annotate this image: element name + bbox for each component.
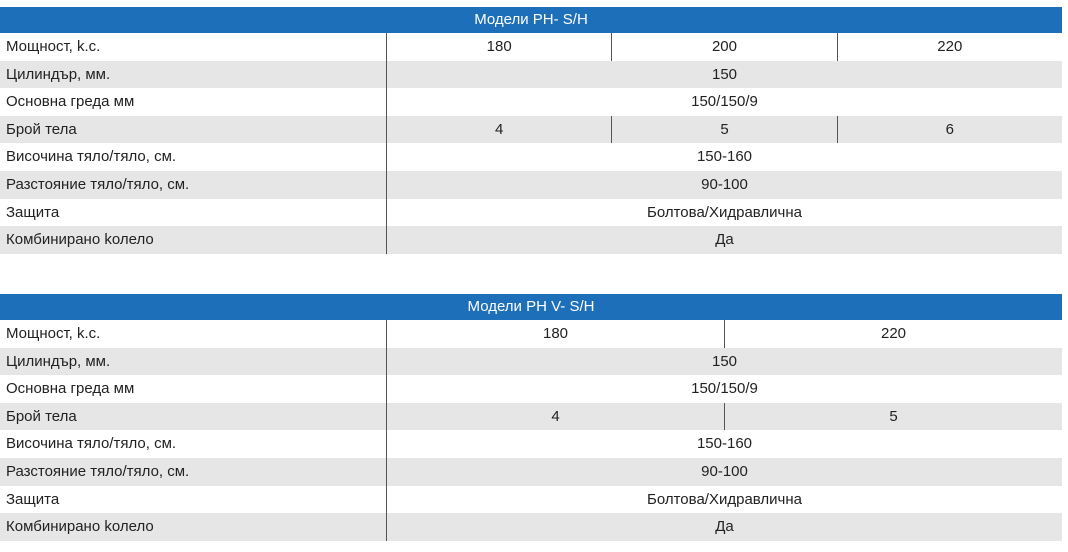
table-title: Модели PH V- S/H bbox=[0, 294, 1062, 320]
table-row bbox=[0, 199, 1062, 227]
value-cell: 4 bbox=[494, 120, 504, 138]
table-row bbox=[0, 171, 1062, 199]
value-cell: 5 bbox=[724, 403, 1062, 431]
table-row bbox=[0, 320, 1062, 348]
value-cell: 6 bbox=[837, 116, 1062, 144]
value-cell: 150-160 bbox=[696, 148, 753, 166]
table-row bbox=[0, 61, 1062, 89]
value-cell: 150 bbox=[711, 352, 738, 370]
value-cell: 90-100 bbox=[701, 462, 748, 480]
value-cell: 150 bbox=[711, 65, 738, 83]
row-label: Комбинирано kолело bbox=[0, 513, 387, 541]
value-cell: 220 bbox=[724, 320, 1062, 348]
value-cell: Болтова/Хидравлична bbox=[647, 203, 802, 221]
value-cell: 150/150/9 bbox=[691, 380, 758, 398]
value-cell: 90-100 bbox=[701, 175, 748, 193]
table-row bbox=[0, 348, 1062, 376]
row-label: Брой тела bbox=[0, 403, 387, 431]
spec-table-ph-sh bbox=[0, 7, 1062, 254]
value-cell: 150-160 bbox=[696, 435, 753, 453]
row-label: Разстояние тяло/тяло, см. bbox=[0, 171, 387, 199]
table-row bbox=[0, 430, 1062, 458]
row-label: Брой тела bbox=[0, 116, 387, 144]
table-row bbox=[0, 458, 1062, 486]
table-row bbox=[0, 88, 1062, 116]
value-cell: 5 bbox=[611, 116, 836, 144]
row-label: Цилиндър, мм. bbox=[0, 348, 387, 376]
spec-table-ph-v-sh bbox=[0, 294, 1062, 541]
table-title: Модели PH- S/H bbox=[0, 7, 1062, 33]
table-row bbox=[0, 486, 1062, 514]
row-label: Основна греда мм bbox=[0, 375, 387, 403]
row-label: Основна греда мм bbox=[0, 88, 387, 116]
row-label: Комбинирано kолело bbox=[0, 226, 387, 254]
row-label: Защита bbox=[0, 486, 387, 514]
table-row bbox=[0, 33, 1062, 61]
row-label: Цилиндър, мм. bbox=[0, 61, 387, 89]
value-cell: 4 bbox=[551, 407, 560, 425]
table-row bbox=[0, 513, 1062, 541]
value-cell: 150/150/9 bbox=[691, 93, 758, 111]
value-cell: 200 bbox=[611, 33, 836, 61]
row-label: Мощност, k.c. bbox=[0, 320, 387, 348]
row-label: Височина тяло/тяло, см. bbox=[0, 430, 387, 458]
row-label: Разстояние тяло/тяло, см. bbox=[0, 458, 387, 486]
table-row bbox=[0, 375, 1062, 403]
row-label: Височина тяло/тяло, см. bbox=[0, 143, 387, 171]
table-row bbox=[0, 143, 1062, 171]
table-row bbox=[0, 403, 1062, 431]
table-row bbox=[0, 226, 1062, 254]
table-row bbox=[0, 116, 1062, 144]
value-cell: 180 bbox=[486, 38, 512, 55]
value-cell: 220 bbox=[837, 33, 1062, 61]
value-cell: Да bbox=[715, 231, 734, 249]
value-cell: Да bbox=[715, 518, 734, 536]
value-cell: 180 bbox=[542, 325, 569, 342]
row-label: Мощност, k.c. bbox=[0, 33, 387, 61]
value-cell: Болтова/Хидравлична bbox=[647, 490, 802, 508]
row-label: Защита bbox=[0, 199, 387, 227]
